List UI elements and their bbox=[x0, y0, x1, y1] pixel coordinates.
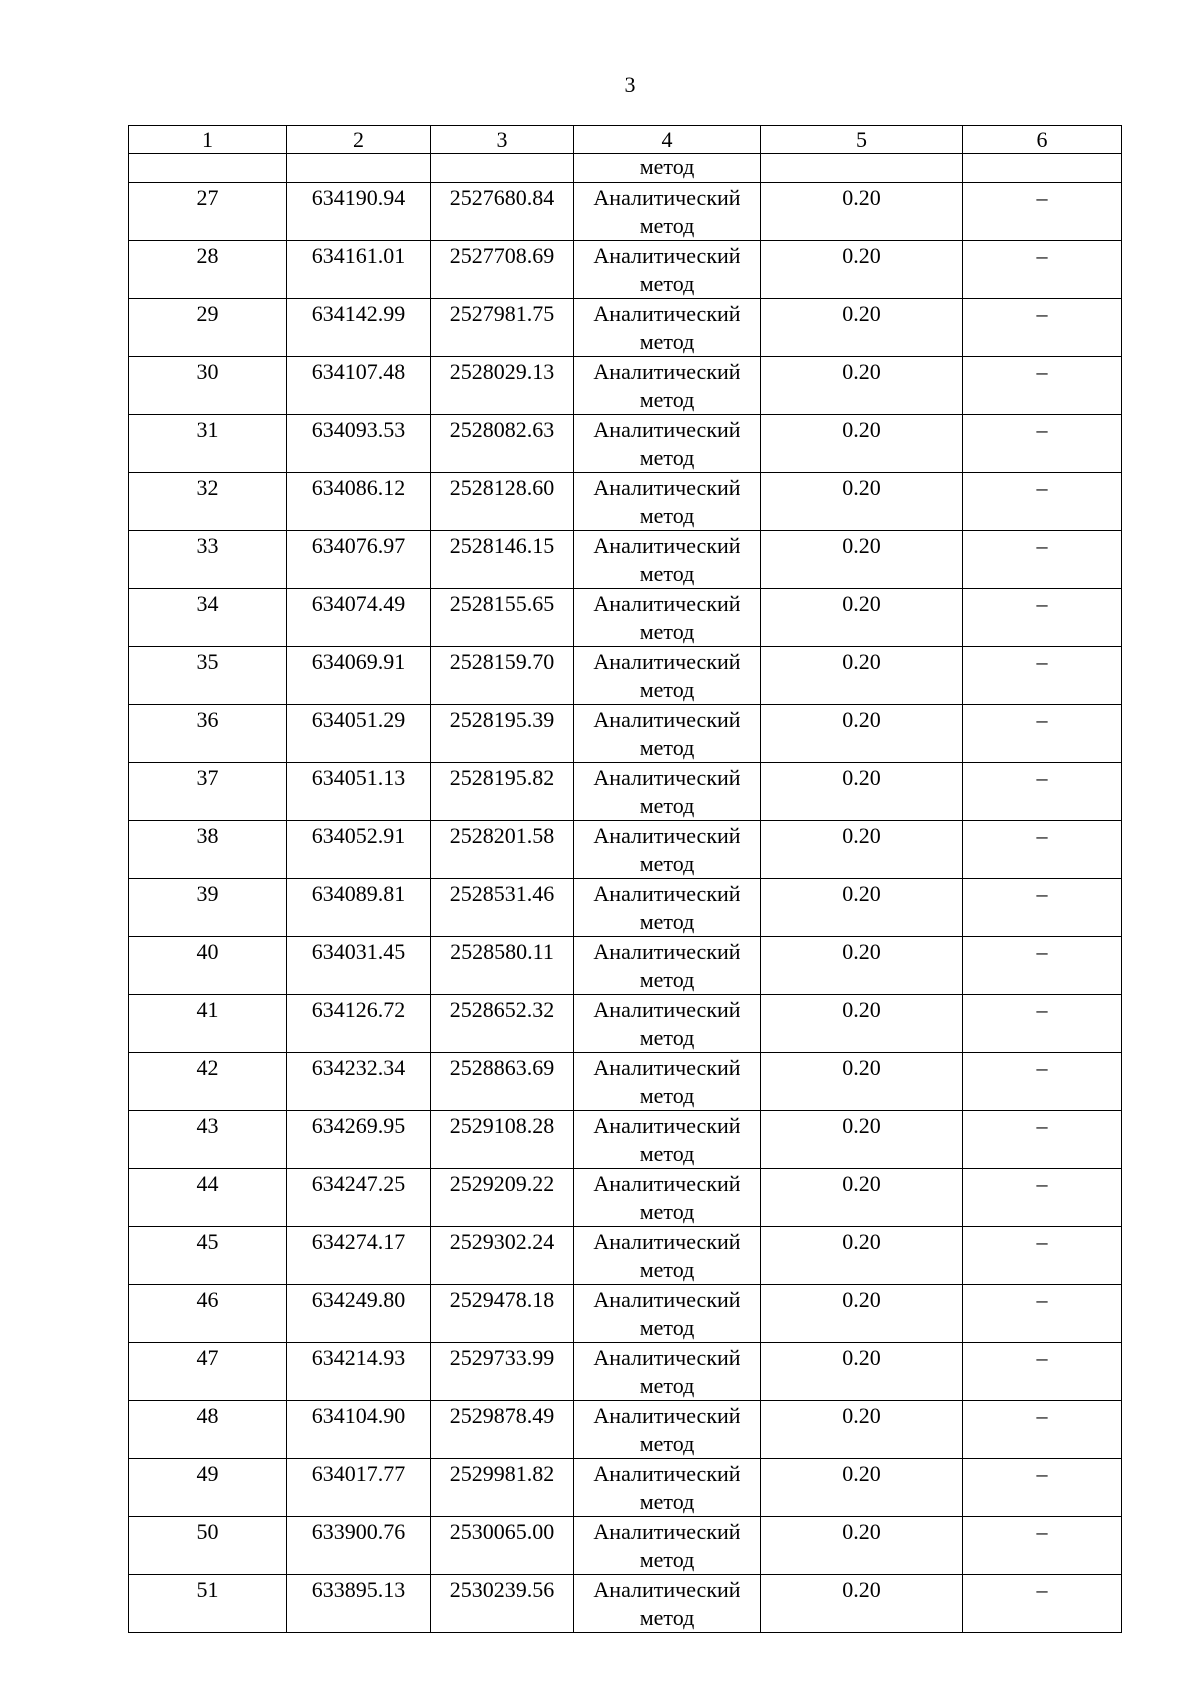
accuracy-cell: 0.20 bbox=[761, 821, 963, 879]
note-cell: – bbox=[963, 589, 1122, 647]
method-cell bbox=[574, 647, 761, 705]
y-coordinate-cell: 2528128.60 bbox=[431, 473, 574, 531]
method-line-1: Аналитический bbox=[593, 591, 741, 616]
method-line-2: метод bbox=[639, 1257, 695, 1282]
continuation-row bbox=[129, 154, 1122, 183]
note-cell: – bbox=[963, 1111, 1122, 1169]
method-cell bbox=[574, 879, 761, 937]
method-line-2: метод bbox=[639, 677, 695, 702]
x-coordinate-cell: 634232.34 bbox=[287, 1053, 431, 1111]
accuracy-cell: 0.20 bbox=[761, 299, 963, 357]
x-coordinate-cell: 634076.97 bbox=[287, 531, 431, 589]
method-line-2: метод bbox=[639, 793, 695, 818]
method-line-1: Аналитический bbox=[593, 359, 741, 384]
table-row bbox=[129, 1517, 1122, 1575]
note-cell: – bbox=[963, 879, 1122, 937]
table-row bbox=[129, 1227, 1122, 1285]
y-coordinate-cell: 2528155.65 bbox=[431, 589, 574, 647]
x-coordinate-cell: 634051.13 bbox=[287, 763, 431, 821]
method-cell bbox=[574, 1053, 761, 1111]
x-coordinate-cell: 634247.25 bbox=[287, 1169, 431, 1227]
method-cell bbox=[574, 1575, 761, 1633]
accuracy-cell: 0.20 bbox=[761, 1459, 963, 1517]
x-coordinate-cell: 634214.93 bbox=[287, 1343, 431, 1401]
table-row bbox=[129, 879, 1122, 937]
point-number-cell: 37 bbox=[129, 763, 287, 821]
table-row bbox=[129, 1169, 1122, 1227]
accuracy-cell: 0.20 bbox=[761, 531, 963, 589]
continuation-cell bbox=[431, 154, 574, 183]
y-coordinate-cell: 2528580.11 bbox=[431, 937, 574, 995]
y-coordinate-cell: 2530065.00 bbox=[431, 1517, 574, 1575]
method-line-1: Аналитический bbox=[593, 1055, 741, 1080]
method-line-1: Аналитический bbox=[593, 301, 741, 326]
method-line-1: Аналитический bbox=[593, 1171, 741, 1196]
y-coordinate-cell: 2528863.69 bbox=[431, 1053, 574, 1111]
note-cell: – bbox=[963, 937, 1122, 995]
table-row bbox=[129, 357, 1122, 415]
method-line-1: Аналитический bbox=[593, 417, 741, 442]
x-coordinate-cell: 634086.12 bbox=[287, 473, 431, 531]
x-coordinate-cell: 634093.53 bbox=[287, 415, 431, 473]
x-coordinate-cell: 634031.45 bbox=[287, 937, 431, 995]
point-number-cell: 43 bbox=[129, 1111, 287, 1169]
method-line-2: метод bbox=[639, 1141, 695, 1166]
point-number-cell: 45 bbox=[129, 1227, 287, 1285]
coordinates-table bbox=[128, 125, 1122, 1633]
x-coordinate-cell: 634274.17 bbox=[287, 1227, 431, 1285]
accuracy-cell: 0.20 bbox=[761, 1285, 963, 1343]
table-body bbox=[129, 126, 1122, 1633]
table-row bbox=[129, 763, 1122, 821]
method-line-2: метод bbox=[639, 619, 695, 644]
point-number-cell: 48 bbox=[129, 1401, 287, 1459]
method-line-2: метод bbox=[639, 1025, 695, 1050]
x-coordinate-cell: 634017.77 bbox=[287, 1459, 431, 1517]
column-header-1: 1 bbox=[129, 126, 287, 154]
x-coordinate-cell: 634269.95 bbox=[287, 1111, 431, 1169]
x-coordinate-cell: 634052.91 bbox=[287, 821, 431, 879]
note-cell: – bbox=[963, 1517, 1122, 1575]
accuracy-cell: 0.20 bbox=[761, 1227, 963, 1285]
method-cell bbox=[574, 1517, 761, 1575]
continuation-method-cell: метод bbox=[574, 154, 761, 183]
x-coordinate-cell: 634126.72 bbox=[287, 995, 431, 1053]
accuracy-cell: 0.20 bbox=[761, 705, 963, 763]
point-number-cell: 29 bbox=[129, 299, 287, 357]
accuracy-cell: 0.20 bbox=[761, 1401, 963, 1459]
y-coordinate-cell: 2529733.99 bbox=[431, 1343, 574, 1401]
method-line-1: Аналитический bbox=[593, 1577, 741, 1602]
page-number: 3 bbox=[624, 72, 636, 97]
note-cell: – bbox=[963, 241, 1122, 299]
accuracy-cell: 0.20 bbox=[761, 1343, 963, 1401]
note-cell: – bbox=[963, 299, 1122, 357]
y-coordinate-cell: 2527708.69 bbox=[431, 241, 574, 299]
table-row bbox=[129, 647, 1122, 705]
y-coordinate-cell: 2528159.70 bbox=[431, 647, 574, 705]
accuracy-cell: 0.20 bbox=[761, 241, 963, 299]
note-cell: – bbox=[963, 1575, 1122, 1633]
x-coordinate-cell: 634074.49 bbox=[287, 589, 431, 647]
note-cell: – bbox=[963, 357, 1122, 415]
point-number-cell: 35 bbox=[129, 647, 287, 705]
y-coordinate-cell: 2528195.39 bbox=[431, 705, 574, 763]
method-line-1: Аналитический bbox=[593, 1461, 741, 1486]
method-cell bbox=[574, 1227, 761, 1285]
accuracy-cell: 0.20 bbox=[761, 879, 963, 937]
method-cell bbox=[574, 1343, 761, 1401]
accuracy-cell: 0.20 bbox=[761, 1575, 963, 1633]
table-row bbox=[129, 1285, 1122, 1343]
method-cell bbox=[574, 473, 761, 531]
method-cell bbox=[574, 763, 761, 821]
note-cell: – bbox=[963, 1401, 1122, 1459]
note-cell: – bbox=[963, 995, 1122, 1053]
y-coordinate-cell: 2528029.13 bbox=[431, 357, 574, 415]
y-coordinate-cell: 2527981.75 bbox=[431, 299, 574, 357]
method-line-1: Аналитический bbox=[593, 881, 741, 906]
accuracy-cell: 0.20 bbox=[761, 937, 963, 995]
method-line-1: Аналитический bbox=[593, 649, 741, 674]
method-line-2: метод bbox=[639, 735, 695, 760]
point-number-cell: 31 bbox=[129, 415, 287, 473]
table-row bbox=[129, 937, 1122, 995]
point-number-cell: 36 bbox=[129, 705, 287, 763]
point-number-cell: 39 bbox=[129, 879, 287, 937]
method-line-2: метод bbox=[639, 213, 695, 238]
method-line-2: метод bbox=[639, 967, 695, 992]
method-line-1: Аналитический bbox=[593, 823, 741, 848]
note-cell: – bbox=[963, 1285, 1122, 1343]
method-line-2: метод bbox=[639, 851, 695, 876]
method-line-2: метод bbox=[639, 387, 695, 412]
method-line-1: Аналитический bbox=[593, 243, 741, 268]
point-number-cell: 30 bbox=[129, 357, 287, 415]
method-cell bbox=[574, 531, 761, 589]
method-line-1: Аналитический bbox=[593, 997, 741, 1022]
y-coordinate-cell: 2529478.18 bbox=[431, 1285, 574, 1343]
note-cell: – bbox=[963, 1053, 1122, 1111]
table-row bbox=[129, 183, 1122, 241]
x-coordinate-cell: 634142.99 bbox=[287, 299, 431, 357]
column-header-4: 4 bbox=[574, 126, 761, 154]
note-cell: – bbox=[963, 647, 1122, 705]
note-cell: – bbox=[963, 821, 1122, 879]
table-row bbox=[129, 705, 1122, 763]
point-number-cell: 32 bbox=[129, 473, 287, 531]
accuracy-cell: 0.20 bbox=[761, 415, 963, 473]
column-number-row bbox=[129, 126, 1122, 154]
x-coordinate-cell: 633895.13 bbox=[287, 1575, 431, 1633]
method-cell bbox=[574, 821, 761, 879]
method-line-2: метод bbox=[639, 1199, 695, 1224]
x-coordinate-cell: 634089.81 bbox=[287, 879, 431, 937]
method-line-2: метод bbox=[639, 271, 695, 296]
continuation-cell bbox=[129, 154, 287, 183]
y-coordinate-cell: 2529878.49 bbox=[431, 1401, 574, 1459]
method-line-1: Аналитический bbox=[593, 475, 741, 500]
note-cell: – bbox=[963, 1227, 1122, 1285]
y-coordinate-cell: 2527680.84 bbox=[431, 183, 574, 241]
note-cell: – bbox=[963, 415, 1122, 473]
column-header-6: 6 bbox=[963, 126, 1122, 154]
table-row bbox=[129, 1343, 1122, 1401]
accuracy-cell: 0.20 bbox=[761, 995, 963, 1053]
accuracy-cell: 0.20 bbox=[761, 589, 963, 647]
x-coordinate-cell: 634051.29 bbox=[287, 705, 431, 763]
accuracy-cell: 0.20 bbox=[761, 183, 963, 241]
point-number-cell: 42 bbox=[129, 1053, 287, 1111]
table-row bbox=[129, 589, 1122, 647]
method-cell bbox=[574, 1111, 761, 1169]
method-line-1: Аналитический bbox=[593, 1287, 741, 1312]
x-coordinate-cell: 634249.80 bbox=[287, 1285, 431, 1343]
method-line-1: Аналитический bbox=[593, 939, 741, 964]
y-coordinate-cell: 2529108.28 bbox=[431, 1111, 574, 1169]
point-number-cell: 34 bbox=[129, 589, 287, 647]
method-line-2: метод bbox=[639, 1431, 695, 1456]
table-row bbox=[129, 1401, 1122, 1459]
method-line-2: метод bbox=[639, 1547, 695, 1572]
table-row bbox=[129, 415, 1122, 473]
x-coordinate-cell: 634104.90 bbox=[287, 1401, 431, 1459]
table-row bbox=[129, 1053, 1122, 1111]
table-row bbox=[129, 1459, 1122, 1517]
accuracy-cell: 0.20 bbox=[761, 473, 963, 531]
y-coordinate-cell: 2528195.82 bbox=[431, 763, 574, 821]
table-row bbox=[129, 299, 1122, 357]
x-coordinate-cell: 634107.48 bbox=[287, 357, 431, 415]
table-row bbox=[129, 821, 1122, 879]
point-number-cell: 41 bbox=[129, 995, 287, 1053]
column-header-2: 2 bbox=[287, 126, 431, 154]
method-cell bbox=[574, 357, 761, 415]
accuracy-cell: 0.20 bbox=[761, 763, 963, 821]
table-row bbox=[129, 1575, 1122, 1633]
method-line-2: метод bbox=[639, 1605, 695, 1630]
note-cell: – bbox=[963, 1343, 1122, 1401]
point-number-cell: 44 bbox=[129, 1169, 287, 1227]
x-coordinate-cell: 634161.01 bbox=[287, 241, 431, 299]
x-coordinate-cell: 633900.76 bbox=[287, 1517, 431, 1575]
x-coordinate-cell: 634190.94 bbox=[287, 183, 431, 241]
accuracy-cell: 0.20 bbox=[761, 647, 963, 705]
method-cell bbox=[574, 299, 761, 357]
method-cell bbox=[574, 241, 761, 299]
point-number-cell: 50 bbox=[129, 1517, 287, 1575]
method-line-2: метод bbox=[639, 329, 695, 354]
y-coordinate-cell: 2529209.22 bbox=[431, 1169, 574, 1227]
method-line-2: метод bbox=[639, 561, 695, 586]
table-row bbox=[129, 241, 1122, 299]
continuation-cell bbox=[287, 154, 431, 183]
point-number-cell: 46 bbox=[129, 1285, 287, 1343]
note-cell: – bbox=[963, 531, 1122, 589]
method-cell bbox=[574, 937, 761, 995]
note-cell: – bbox=[963, 705, 1122, 763]
method-cell bbox=[574, 1285, 761, 1343]
y-coordinate-cell: 2528082.63 bbox=[431, 415, 574, 473]
method-cell bbox=[574, 1169, 761, 1227]
column-header-3: 3 bbox=[431, 126, 574, 154]
y-coordinate-cell: 2529981.82 bbox=[431, 1459, 574, 1517]
method-line-2: метод bbox=[639, 1373, 695, 1398]
point-number-cell: 27 bbox=[129, 183, 287, 241]
method-cell bbox=[574, 1459, 761, 1517]
continuation-cell bbox=[761, 154, 963, 183]
method-line-1: Аналитический bbox=[593, 533, 741, 558]
note-cell: – bbox=[963, 183, 1122, 241]
note-cell: – bbox=[963, 1459, 1122, 1517]
x-coordinate-cell: 634069.91 bbox=[287, 647, 431, 705]
point-number-cell: 49 bbox=[129, 1459, 287, 1517]
method-cell bbox=[574, 995, 761, 1053]
method-line-1: Аналитический bbox=[593, 765, 741, 790]
method-line-2: метод bbox=[639, 503, 695, 528]
point-number-cell: 38 bbox=[129, 821, 287, 879]
y-coordinate-cell: 2528531.46 bbox=[431, 879, 574, 937]
y-coordinate-cell: 2528146.15 bbox=[431, 531, 574, 589]
method-line-1: Аналитический bbox=[593, 1403, 741, 1428]
note-cell: – bbox=[963, 763, 1122, 821]
table-row bbox=[129, 995, 1122, 1053]
y-coordinate-cell: 2530239.56 bbox=[431, 1575, 574, 1633]
y-coordinate-cell: 2528201.58 bbox=[431, 821, 574, 879]
continuation-cell bbox=[963, 154, 1122, 183]
method-line-2: метод bbox=[639, 909, 695, 934]
method-line-1: Аналитический bbox=[593, 1345, 741, 1370]
method-line-2: метод bbox=[639, 1315, 695, 1340]
method-line-2: метод bbox=[639, 1083, 695, 1108]
method-line-2: метод bbox=[639, 1489, 695, 1514]
method-line-1: Аналитический bbox=[593, 707, 741, 732]
point-number-cell: 40 bbox=[129, 937, 287, 995]
accuracy-cell: 0.20 bbox=[761, 357, 963, 415]
method-cell bbox=[574, 415, 761, 473]
y-coordinate-cell: 2529302.24 bbox=[431, 1227, 574, 1285]
method-line-1: Аналитический bbox=[593, 1113, 741, 1138]
accuracy-cell: 0.20 bbox=[761, 1517, 963, 1575]
note-cell: – bbox=[963, 1169, 1122, 1227]
point-number-cell: 51 bbox=[129, 1575, 287, 1633]
point-number-cell: 47 bbox=[129, 1343, 287, 1401]
method-cell bbox=[574, 705, 761, 763]
method-line-1: Аналитический bbox=[593, 185, 741, 210]
point-number-cell: 28 bbox=[129, 241, 287, 299]
table-row bbox=[129, 473, 1122, 531]
note-cell: – bbox=[963, 473, 1122, 531]
method-line-2: метод bbox=[639, 445, 695, 470]
y-coordinate-cell: 2528652.32 bbox=[431, 995, 574, 1053]
accuracy-cell: 0.20 bbox=[761, 1111, 963, 1169]
method-line-1: Аналитический bbox=[593, 1229, 741, 1254]
table-row bbox=[129, 531, 1122, 589]
accuracy-cell: 0.20 bbox=[761, 1053, 963, 1111]
method-cell bbox=[574, 183, 761, 241]
accuracy-cell: 0.20 bbox=[761, 1169, 963, 1227]
method-line-1: Аналитический bbox=[593, 1519, 741, 1544]
table-row bbox=[129, 1111, 1122, 1169]
method-cell bbox=[574, 589, 761, 647]
column-header-5: 5 bbox=[761, 126, 963, 154]
point-number-cell: 33 bbox=[129, 531, 287, 589]
method-cell bbox=[574, 1401, 761, 1459]
